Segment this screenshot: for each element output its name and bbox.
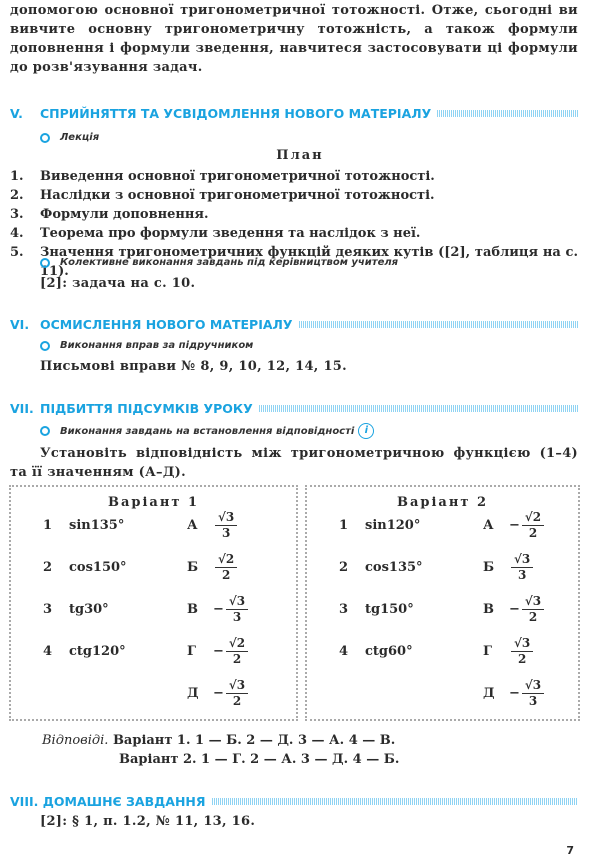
matching-row <box>307 589 578 629</box>
value-sign: − <box>509 685 520 701</box>
plan-item-text: Формули доповнення. <box>40 207 209 222</box>
value-fraction <box>509 510 544 541</box>
plan-item <box>10 186 578 205</box>
value-sign: − <box>509 517 520 533</box>
exercises-text: Письмові вправи № 8, 9, 10, 12, 14, 15. <box>40 359 347 374</box>
fraction-numerator: √2 <box>226 636 248 652</box>
answer-line: Варіант 2. 1 — Г. 2 — А. 3 — Д. 4 — Б. <box>119 752 400 767</box>
value-letter: А <box>187 517 198 533</box>
fraction-denominator: 2 <box>517 651 527 666</box>
subheading-collective <box>40 257 398 268</box>
fraction-numerator: √2 <box>522 510 544 526</box>
value-letter: В <box>187 601 198 617</box>
plan-item-number: 3. <box>10 207 24 222</box>
bullet-ring-icon <box>40 133 50 143</box>
value-fraction <box>213 552 237 583</box>
plan-item-number: 2. <box>10 188 24 203</box>
matching-row <box>11 589 296 629</box>
variant-1-box <box>9 485 298 721</box>
fraction-numerator: √3 <box>522 594 544 610</box>
plan-item-number: 1. <box>10 169 24 184</box>
value-fraction <box>213 678 248 709</box>
dotted-rule <box>437 110 578 117</box>
value-letter: Б <box>187 559 199 575</box>
plan-title: План <box>276 148 324 163</box>
plan-item-text: Наслідки з основної тригонометричної тотожності. <box>40 188 435 203</box>
fraction-denominator: 3 <box>528 693 538 708</box>
matching-row <box>11 631 296 671</box>
fraction-denominator: 2 <box>528 525 538 540</box>
function-index: 4 <box>339 643 349 659</box>
page-number: 7 <box>566 844 574 857</box>
function-expression: cos150° <box>69 559 127 575</box>
section-7-header <box>10 400 578 416</box>
function-expression: cos135° <box>365 559 423 575</box>
function-expression: ctg120° <box>69 643 126 659</box>
value-fraction <box>509 636 533 667</box>
info-icon: i <box>358 423 374 439</box>
function-index: 1 <box>339 517 349 533</box>
section-title: ОСМИСЛЕННЯ НОВОГО МАТЕРІАЛУ <box>40 316 293 332</box>
fraction-denominator: 3 <box>232 609 242 624</box>
fraction-denominator: 2 <box>528 609 538 624</box>
value-fraction <box>509 552 533 583</box>
subheading-label: Виконання завдань на встановлення відповідності <box>60 425 355 437</box>
intro-paragraph: допомогою основної тригонометричної тотожності. Отже, сьогодні ви вивчите основну тригонометричну тотожність, а також формули доповнення і формули зведення, навчитеся застосовувати ці формули до розв'язування задач. <box>10 3 578 75</box>
function-expression: ctg60° <box>365 643 413 659</box>
fraction-denominator: 2 <box>232 693 242 708</box>
function-expression: sin135° <box>69 517 125 533</box>
value-fraction <box>213 510 237 541</box>
function-expression: sin120° <box>365 517 421 533</box>
answers-block <box>42 731 399 769</box>
plan-item-text: Виведення основної тригонометричної тотожності. <box>40 169 435 184</box>
value-letter: А <box>483 517 494 533</box>
variant-2-box <box>305 485 580 721</box>
matching-row <box>307 505 578 545</box>
answers-label: Відповіді. <box>42 733 109 748</box>
fraction-denominator: 3 <box>221 525 231 540</box>
value-letter: Б <box>483 559 495 575</box>
matching-row <box>11 547 296 587</box>
subheading-label: Виконання вправ за підручником <box>60 340 254 351</box>
fraction-numerator: √3 <box>226 594 248 610</box>
matching-row <box>307 547 578 587</box>
function-index: 2 <box>339 559 349 575</box>
value-sign: − <box>213 685 224 701</box>
subheading-label: Колективне виконання завдань під керівництвом учителя <box>60 257 399 268</box>
subheading-label: Лекція <box>60 132 100 143</box>
matching-row <box>307 631 578 671</box>
fraction-numerator: √3 <box>522 678 544 694</box>
section-title: СПРИЙНЯТТЯ ТА УСВІДОМЛЕННЯ НОВОГО МАТЕРІАЛУ <box>40 105 432 121</box>
dotted-rule <box>212 798 579 805</box>
value-sign: − <box>213 643 224 659</box>
section-8-header <box>10 793 578 809</box>
dotted-rule <box>299 321 578 328</box>
matching-row <box>11 505 296 545</box>
section-title: ДОМАШНЄ ЗАВДАННЯ <box>42 793 206 809</box>
variant-title: Варіант 2 <box>396 495 488 510</box>
fraction-numerator: √3 <box>511 636 533 652</box>
subheading-exercises <box>40 340 253 351</box>
fraction-denominator: 2 <box>232 651 242 666</box>
section-6-header <box>10 316 578 332</box>
task-text: [2]: задача на с. 10. <box>40 276 196 291</box>
bullet-ring-icon <box>40 426 50 436</box>
plan-item-text: Значення тригонометричних функцій деяких кутів ([2], таблиця на с. 11). <box>40 245 578 279</box>
section-number: VII. <box>10 400 34 416</box>
function-index: 4 <box>43 643 53 659</box>
function-index: 1 <box>43 517 53 533</box>
value-letter: Г <box>483 643 492 659</box>
function-expression: tg150° <box>365 601 414 617</box>
plan-item-text: Теорема про формули зведення та наслідок з неї. <box>40 226 421 241</box>
fraction-numerator: √2 <box>215 552 237 568</box>
plan-item <box>10 224 578 243</box>
fraction-numerator: √3 <box>511 552 533 568</box>
plan-item-number: 4. <box>10 226 24 241</box>
value-letter: Д <box>187 685 199 701</box>
plan-item-number: 5. <box>10 245 24 260</box>
value-fraction <box>213 594 248 625</box>
bullet-ring-icon <box>40 258 50 268</box>
value-sign: − <box>213 601 224 617</box>
fraction-denominator: 3 <box>517 567 527 582</box>
value-fraction <box>509 678 544 709</box>
value-letter: Г <box>187 643 196 659</box>
variant-title: Варіант 1 <box>107 495 199 510</box>
section-5-header <box>10 105 578 121</box>
bullet-ring-icon <box>40 341 50 351</box>
section-title: ПІДБИТТЯ ПІДСУМКІВ УРОКУ <box>40 400 253 416</box>
matching-task-text: Установіть відповідність між тригонометричною функцією (1–4) та її значенням (А–Д). <box>10 446 578 480</box>
function-expression: tg30° <box>69 601 109 617</box>
value-fraction <box>509 594 544 625</box>
fraction-denominator: 2 <box>221 567 231 582</box>
homework-text: [2]: § 1, п. 1.2, № 11, 13, 16. <box>40 814 256 829</box>
plan-item <box>10 205 578 224</box>
plan-item <box>10 167 578 186</box>
value-letter: Д <box>483 685 495 701</box>
value-fraction <box>213 636 248 667</box>
matching-row <box>11 673 296 713</box>
section-number: VIII. <box>10 793 39 809</box>
subheading-matching <box>40 423 374 439</box>
section-number: V. <box>10 105 23 121</box>
dotted-rule <box>259 405 578 412</box>
section-number: VI. <box>10 316 30 332</box>
fraction-numerator: √3 <box>226 678 248 694</box>
subheading-lecture <box>40 132 99 143</box>
value-letter: В <box>483 601 494 617</box>
function-index: 3 <box>339 601 349 617</box>
answer-line: Варіант 1. 1 — Б. 2 — Д. 3 — А. 4 — В. <box>112 733 396 748</box>
function-index: 3 <box>43 601 53 617</box>
value-sign: − <box>509 601 520 617</box>
function-index: 2 <box>43 559 53 575</box>
fraction-numerator: √3 <box>215 510 237 526</box>
matching-row <box>307 673 578 713</box>
